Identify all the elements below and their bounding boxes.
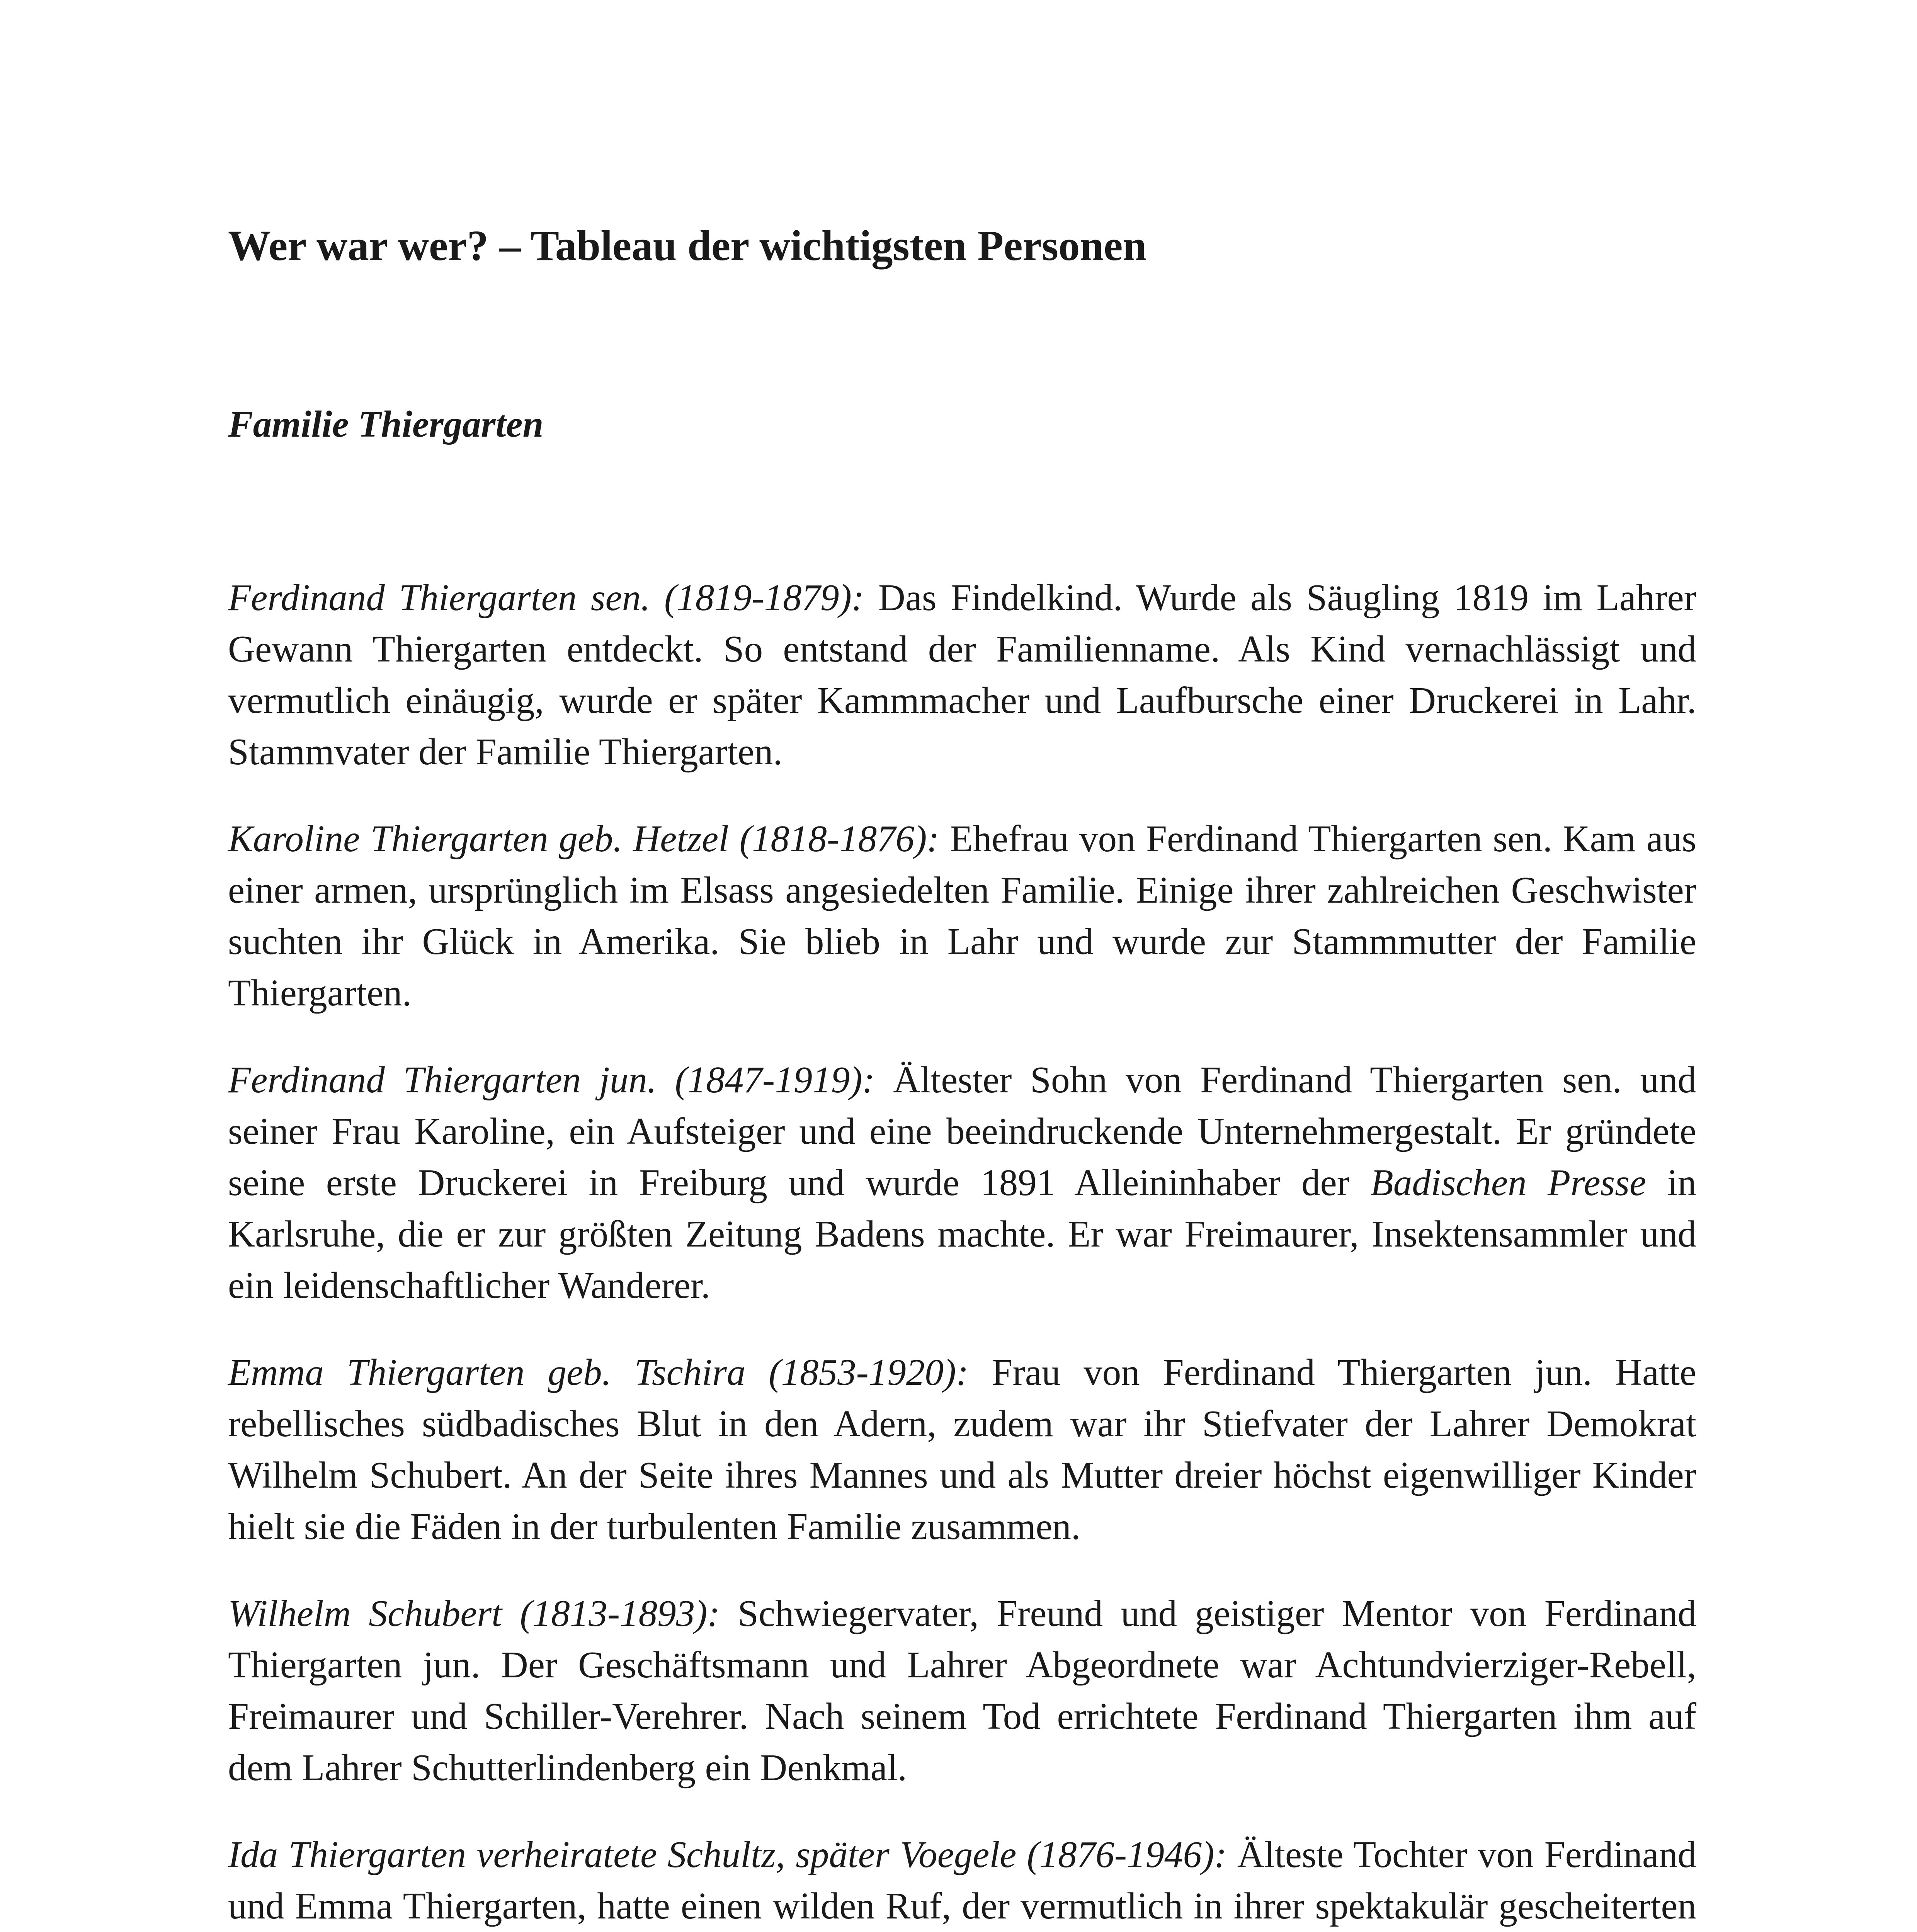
person-description: Älteste Tochter von Ferdinand und Emma Thiergarten, hatte einen wilden Ruf, der vermutlich in ihrer spektakulär gescheiterten xyxy=(228,1834,1696,1927)
page-title: Wer war wer? – Tableau der wichtigsten Personen xyxy=(228,222,1147,270)
person-name: Ida Thiergarten verheiratete Schultz, später Voegele (1876-1946): xyxy=(228,1834,1227,1875)
person-entry-wilhelm-schubert xyxy=(228,1588,1696,1793)
person-name: Ferdinand Thiergarten jun. (1847-1919): xyxy=(228,1059,875,1100)
person-description: Ehefrau von Ferdinand Thiergarten sen. Kam aus einer armen, ursprünglich im Elsass angesiedelten Familie. Einige ihrer zahlreichen Geschwister suchten ihr Glück in Amerika. Sie blieb in Lahr und wurde zur Stammmutter der Familie Thiergarten. xyxy=(228,818,1696,1014)
section-heading: Familie Thiergarten xyxy=(228,403,544,445)
person-description: Schwiegervater, Freund und geistiger Mentor von Ferdinand Thiergarten jun. Der Geschäftsmann und Lahrer Abgeordnete war Achtundvierziger-Rebell, Freimaurer und Schiller-Verehrer. Nach seinem Tod errichtete Ferdinand Thiergarten ihm auf dem Lahrer Schutterlindenberg ein Denkmal. xyxy=(228,1593,1696,1788)
person-entry-ida xyxy=(228,1829,1696,1932)
person-description-continued: in Karlsruhe, die er zur größten Zeitung Badens machte. Er war Freimaurer, Insektensammler und ein leidenschaftlicher Wanderer. xyxy=(228,1162,1696,1306)
person-name: Ferdinand Thiergarten sen. (1819-1879): xyxy=(228,577,864,618)
person-description: Das Findelkind. Wurde als Säugling 1819 im Lahrer Gewann Thiergarten entdeckt. So entstand der Familienname. Als Kind vernachlässigt und vermutlich einäugig, wurde er später Kammmacher und Laufbursche einer Druckerei in Lahr. Stammvater der Familie Thiergarten. xyxy=(228,577,1696,772)
person-entry-emma xyxy=(228,1347,1696,1552)
person-name: Karoline Thiergarten geb. Hetzel (1818-1876): xyxy=(228,818,939,859)
person-entry-ferdinand-jun xyxy=(228,1054,1696,1311)
person-name: Wilhelm Schubert (1813-1893): xyxy=(228,1593,720,1634)
person-list xyxy=(228,572,1696,1932)
person-description: Frau von Ferdinand Thiergarten jun. Hatte rebellisches südbadisches Blut in den Adern, zudem war ihr Stiefvater der Lahrer Demokrat Wilhelm Schubert. An der Seite ihres Mannes und als Mutter dreier höchst eigenwilliger Kinder hielt sie die Fäden in der turbulenten Familie zusammen. xyxy=(228,1352,1696,1547)
person-description: Ältester Sohn von Ferdinand Thiergarten sen. und seiner Frau Karoline, ein Aufsteiger und eine beeindruckende Unternehmergestalt. Er gründete seine erste Druckerei in Freiburg und wurde 1891 Alleininhaber der xyxy=(228,1059,1696,1203)
newspaper-title: Badischen Presse xyxy=(1370,1162,1647,1203)
person-entry-karoline xyxy=(228,813,1696,1019)
person-name: Emma Thiergarten geb. Tschira (1853-1920): xyxy=(228,1352,969,1393)
person-entry-ferdinand-sen xyxy=(228,572,1696,777)
